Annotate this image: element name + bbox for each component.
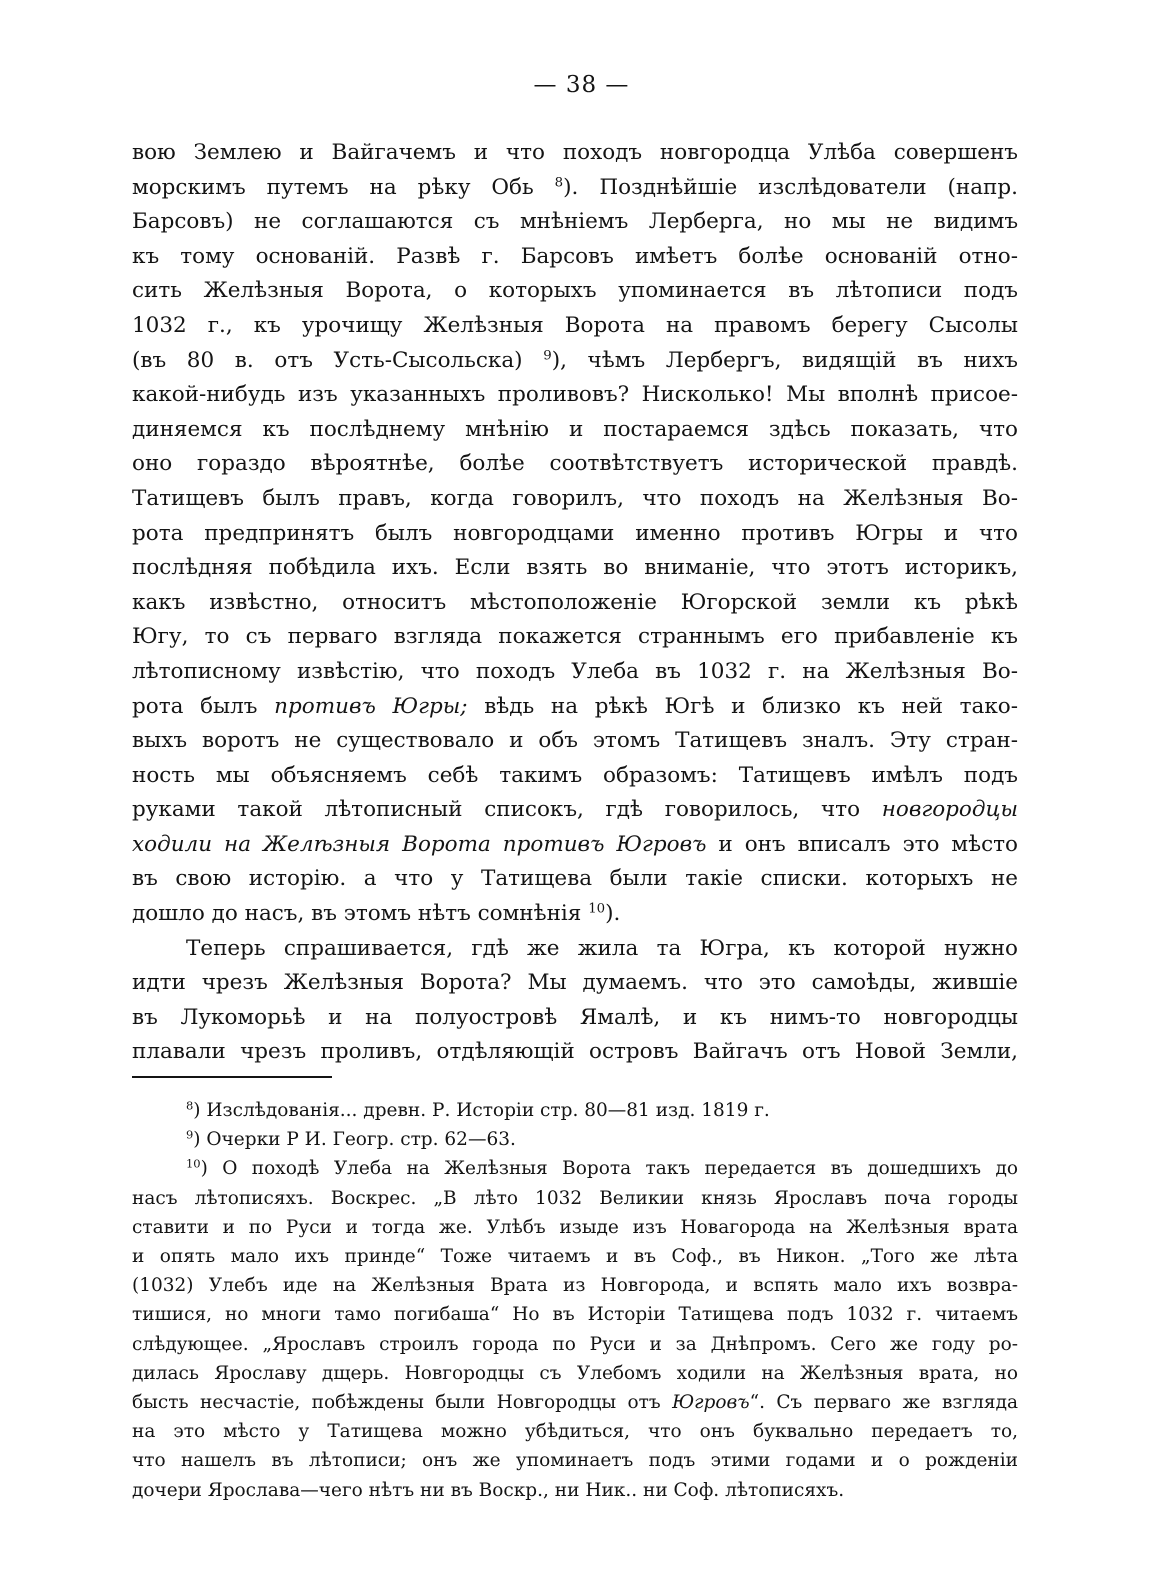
text-line xyxy=(132,1035,1018,1070)
text-run: дошло до насъ, въ этомъ нѣтъ сомнѣнія xyxy=(132,901,589,927)
text-run: бысть несчастіе, побѣждены были Новгородцы отъ xyxy=(132,1392,673,1414)
text-run: 1032 г., къ урочищу Желѣзныя Ворота на правомъ берегу Сысолы xyxy=(132,312,1018,338)
text-run: ) О походѣ Улеба на Желѣзныя Ворота такъ передается въ дошедшихъ до xyxy=(200,1158,1018,1180)
text-run: плавали чрезъ проливъ, отдѣляющій островъ Вайгачъ отъ Новой Земли, xyxy=(132,1039,1018,1065)
text-run: въ Лукоморьѣ и на полуостровѣ Ямалѣ, и къ нимъ-то новгородцы xyxy=(132,1004,1018,1030)
text-line xyxy=(132,171,1018,206)
text-run: Барсовъ) не соглашаются съ мнѣніемъ Лерберга, но мы не видимъ xyxy=(132,209,1018,235)
text-run: тишися, но многи тамо погибаша“ Но въ Исторіи Татищева подъ 1032 г. читаемъ xyxy=(132,1304,1018,1326)
text-line xyxy=(132,136,1018,171)
text-run: оно гораздо вѣроятнѣе, болѣе соотвѣтствуетъ исторической правдѣ. xyxy=(132,451,1018,477)
text-line xyxy=(132,447,1018,482)
text-line xyxy=(132,690,1018,725)
text-run: ность мы объясняемъ себѣ такимъ образомъ: Татищевъ имѣлъ подъ xyxy=(132,762,1018,788)
footnote-marker: 9 xyxy=(186,1127,194,1142)
footnote-line xyxy=(132,1300,1018,1329)
text-run: и опять мало ихъ принде“ Тоже читаемъ и въ Соф., въ Никон. „Того же лѣта xyxy=(132,1246,1018,1268)
footnote-line xyxy=(132,1446,1018,1475)
text-line xyxy=(132,205,1018,240)
text-run: ) Очерки Р И. Геогр. стр. 62—63. xyxy=(193,1129,516,1151)
text-run: диняемся къ послѣднему мнѣнію и постараемся здѣсь показать, что xyxy=(132,416,1018,442)
text-line xyxy=(132,240,1018,275)
text-run: Теперь спрашивается, гдѣ же жила та Югра, къ которой нужно xyxy=(186,935,1018,961)
text-run: на это мѣсто у Татищева можно убѣдиться, что онъ буквально передаетъ то, xyxy=(132,1421,1018,1443)
text-run: въ свою исторію. а что у Татищева были такіе списки. которыхъ не xyxy=(132,866,1018,892)
text-run: рота былъ xyxy=(132,693,275,719)
text-run: ). Позднѣйшіе изслѣдователи (напр. xyxy=(563,174,1018,200)
text-line xyxy=(132,378,1018,413)
footnote-marker: 8 xyxy=(554,175,564,191)
footnote-separator xyxy=(132,1076,332,1078)
text-run: идти чрезъ Желѣзныя Ворота? Мы думаемъ. что это самоѣды, жившіе xyxy=(132,970,1018,996)
text-line xyxy=(132,620,1018,655)
footnote-line xyxy=(132,1330,1018,1359)
text-run: какъ извѣстно, относитъ мѣстоположеніе Югорской земли къ рѣкѣ xyxy=(132,589,1018,615)
text-run: “. Съ перваго же взгляда xyxy=(749,1392,1018,1414)
text-run: насъ лѣтописяхъ. Воскрес. „В лѣто 1032 Великии князь Ярославъ поча городы xyxy=(132,1187,1018,1209)
text-run: вѣдь на рѣкѣ Югѣ и близко къ ней тако- xyxy=(467,693,1019,719)
text-run: какой-нибудь изъ указанныхъ проливовъ? Нисколько! Мы вполнѣ присое- xyxy=(132,382,1018,408)
text-run: и онъ вписалъ это мѣсто xyxy=(706,831,1018,857)
footnote-line xyxy=(132,1096,1018,1125)
text-run: къ тому основаній. Развѣ г. Барсовъ имѣетъ болѣе основаній отно- xyxy=(132,243,1018,269)
text-line xyxy=(132,759,1018,794)
text-run: рота предпринятъ былъ новгородцами именно противъ Югры и что xyxy=(132,520,1018,546)
footnotes xyxy=(132,1096,1018,1505)
text-run: выхъ воротъ не существовало и объ этомъ Татищевъ зналъ. Эту стран- xyxy=(132,728,1018,754)
text-run: Татищевъ былъ правъ, когда говорилъ, что походъ на Желѣзныя Во- xyxy=(132,485,1018,511)
text-line xyxy=(132,862,1018,897)
text-run: дочери Ярослава—чего нѣтъ ни въ Воскр., ни Ник.. ни Соф. лѣтописяхъ. xyxy=(132,1479,845,1501)
page-number: — 38 — xyxy=(533,72,630,98)
footnote-line xyxy=(132,1242,1018,1271)
text-line xyxy=(132,655,1018,690)
text-line xyxy=(132,793,1018,828)
italic-run: Югровъ xyxy=(672,1392,750,1414)
text-line xyxy=(132,517,1018,552)
footnote-marker: 9 xyxy=(543,348,552,364)
text-line xyxy=(132,1001,1018,1036)
footnote-line xyxy=(132,1388,1018,1417)
text-line xyxy=(132,551,1018,586)
text-run: лѣтописному извѣстію, что походъ Улеба въ 1032 г. на Желѣзныя Во- xyxy=(132,658,1018,684)
text-line xyxy=(132,413,1018,448)
footnote-marker: 10 xyxy=(588,901,606,917)
footnote-line xyxy=(132,1154,1018,1183)
text-run: (1032) Улебъ иде на Желѣзныя Врата из Новгорода, и вспять мало ихъ возвра- xyxy=(132,1275,1018,1297)
text-line xyxy=(132,724,1018,759)
footnote-line xyxy=(132,1359,1018,1388)
footnote-line xyxy=(132,1125,1018,1154)
text-line xyxy=(132,966,1018,1001)
text-line xyxy=(132,274,1018,309)
text-run: дилась Ярославу дщерь. Новгородцы съ Улебомъ ходили на Желѣзныя врата, но xyxy=(132,1362,1018,1384)
footnote-line xyxy=(132,1417,1018,1446)
text-run: ). xyxy=(605,901,621,927)
footnote-marker: 10 xyxy=(186,1157,201,1172)
text-line xyxy=(132,482,1018,517)
italic-run: ходили на Желѣзныя Ворота противъ Югровъ xyxy=(132,831,707,857)
footnote-line xyxy=(132,1184,1018,1213)
text-run: вою Землею и Вайгачемъ и что походъ новгородца Улѣба совершенъ xyxy=(132,140,1018,165)
text-line xyxy=(132,586,1018,621)
text-run: (въ 80 в. отъ Усть-Сысольска) xyxy=(132,347,544,373)
text-run: что нашелъ въ лѣтописи; онъ же упоминаетъ подъ этими годами и о рожденіи xyxy=(132,1450,1018,1472)
text-run: послѣдняя побѣдила ихъ. Если взять во вниманіе, что этотъ историкъ, xyxy=(132,555,1018,581)
text-line xyxy=(132,932,1018,967)
text-line xyxy=(132,897,1018,932)
text-run: ставити и по Руси и тогда же. Улѣбъ изыде изъ Новагорода на Желѣзныя врата xyxy=(132,1216,1018,1238)
main-text xyxy=(132,136,1018,1070)
footnote-line xyxy=(132,1213,1018,1242)
text-run: Югу, то съ перваго взгляда покажется страннымъ его прибавленіе къ xyxy=(132,624,1018,650)
text-run: руками такой лѣтописный списокъ, гдѣ говорилось, что xyxy=(132,797,882,823)
italic-run: новгородцы xyxy=(881,797,1018,823)
footnote-line xyxy=(132,1476,1018,1505)
footnote-marker: 8 xyxy=(186,1098,194,1113)
italic-run: противъ Югры; xyxy=(274,693,468,719)
text-run: ), чѣмъ Лербергъ, видящій въ нихъ xyxy=(551,347,1018,373)
text-run: слѣдующее. „Ярославъ строилъ города по Руси и за Днѣпромъ. Сего же году ро- xyxy=(132,1333,1018,1355)
text-run: морскимъ путемъ на рѣку Обь xyxy=(132,174,555,200)
text-line xyxy=(132,828,1018,863)
text-line xyxy=(132,309,1018,344)
text-run: ) Изслѣдованія... древн. Р. Исторіи стр. 80—81 изд. 1819 г. xyxy=(193,1100,770,1121)
footnote-line xyxy=(132,1271,1018,1300)
text-line xyxy=(132,344,1018,379)
text-run: сить Желѣзныя Ворота, о которыхъ упоминается въ лѣтописи подъ xyxy=(132,278,1018,304)
